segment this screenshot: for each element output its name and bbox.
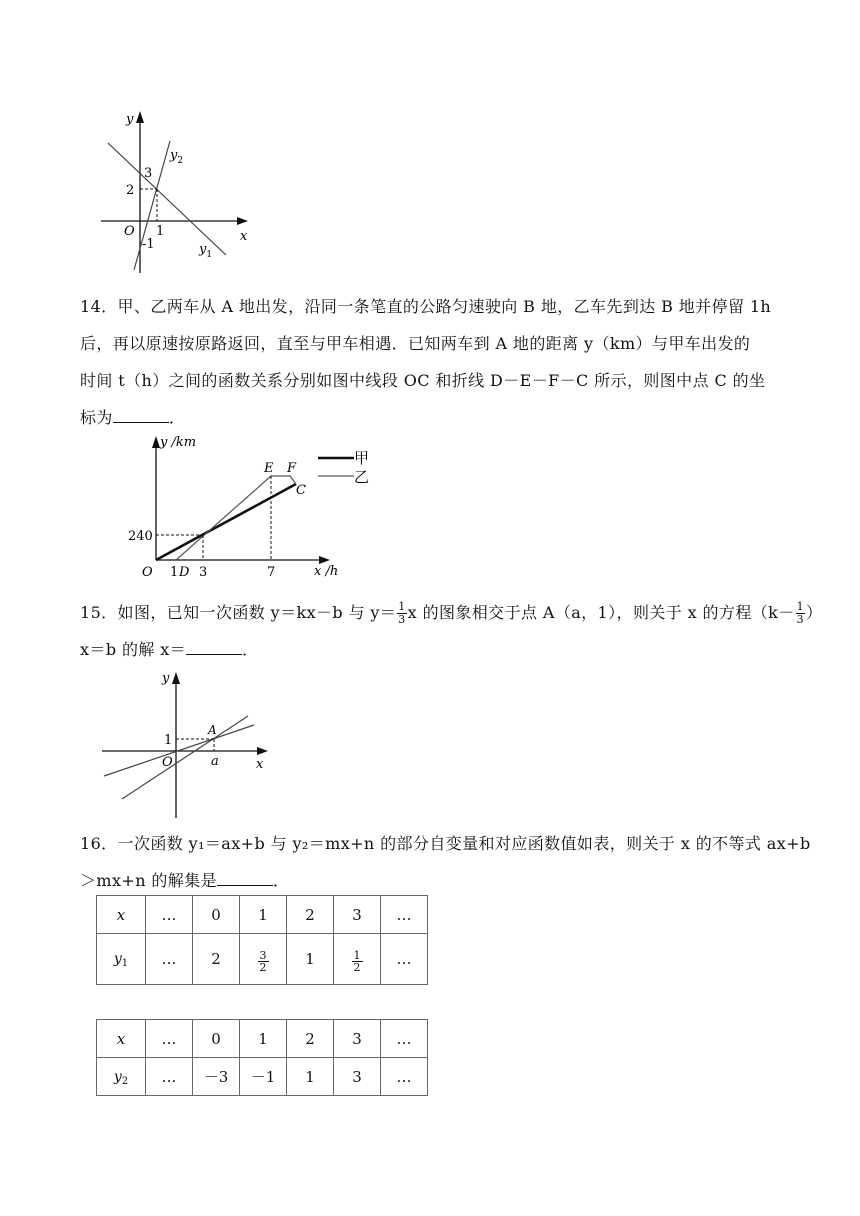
table-cell: … bbox=[146, 1058, 193, 1096]
tick-3: 3 bbox=[144, 166, 153, 181]
tick-7: 7 bbox=[267, 565, 276, 580]
table-cell: … bbox=[381, 934, 428, 985]
point-E-label: E bbox=[264, 461, 274, 476]
point-C-label: C bbox=[296, 483, 306, 498]
table-cell: 2 bbox=[193, 934, 240, 985]
table-row bbox=[97, 1020, 428, 1058]
table-cell: －1 bbox=[240, 1058, 287, 1096]
q15-line2: x＝b 的解 x＝ ． bbox=[80, 640, 259, 659]
x-axis-label: x /h bbox=[314, 564, 339, 579]
tick-2: 2 bbox=[126, 183, 135, 198]
fraction-one-third: $\frac{1}{3}$ bbox=[796, 600, 805, 626]
q14-line3: 时间 t（h）之间的函数关系分别如图中线段 OC 和折线 D－E－F－C 所示，则图中点 C 的坐 bbox=[80, 371, 766, 390]
graph-q15 bbox=[98, 666, 278, 822]
label-y2: $y_2$ bbox=[170, 148, 184, 166]
tick-3: 3 bbox=[199, 565, 208, 580]
origin-label: O bbox=[142, 565, 153, 580]
x-axis-arrow-icon bbox=[319, 556, 330, 564]
table-cell: $y_2$ bbox=[97, 1058, 146, 1096]
x-axis-label: x bbox=[256, 757, 264, 772]
tick-a: a bbox=[211, 754, 219, 769]
q16-line1: 16．一次函数 y₁＝ax+b 与 y₂＝mx+n 的部分自变量和对应函数值如表，则关于 x 的不等式 ax+b bbox=[80, 834, 811, 853]
table-row bbox=[97, 1058, 428, 1096]
question-15 bbox=[80, 594, 823, 668]
tick-1: 1 bbox=[170, 565, 179, 580]
table-cell: 2 bbox=[287, 1020, 334, 1058]
table-cell bbox=[334, 934, 381, 985]
x-axis-label: x bbox=[240, 229, 248, 244]
y-axis-label: y bbox=[162, 671, 170, 686]
point-A-label: A bbox=[208, 723, 217, 737]
table-cell: … bbox=[146, 934, 193, 985]
tick-1: 1 bbox=[164, 733, 173, 748]
table-cell: 2 bbox=[287, 896, 334, 934]
legend-yi-label: 乙 bbox=[354, 468, 370, 486]
y-axis-arrow-icon bbox=[172, 672, 180, 684]
y-axis-arrow-icon bbox=[136, 111, 144, 123]
tick-neg1: -1 bbox=[142, 237, 155, 252]
q14-line4: 标为 ． bbox=[80, 408, 186, 427]
table-row bbox=[97, 896, 428, 934]
value-table-y1 bbox=[96, 895, 428, 985]
line-jia-OC bbox=[156, 484, 296, 560]
line-kx-minus-b bbox=[122, 716, 248, 799]
y-axis-arrow-icon bbox=[152, 436, 160, 448]
y-axis-label: y bbox=[126, 112, 134, 127]
y-axis-label: y /km bbox=[160, 435, 197, 450]
table-cell: 1 bbox=[240, 896, 287, 934]
graph-q13 bbox=[96, 105, 266, 275]
fraction-one-third: $\frac{1}{3}$ bbox=[398, 600, 406, 626]
table-cell: … bbox=[146, 1020, 193, 1058]
answer-blank[interactable] bbox=[186, 638, 242, 655]
graph-q14 bbox=[128, 430, 388, 582]
tick-1: 1 bbox=[156, 224, 165, 239]
label-y1: $y_1$ bbox=[199, 242, 213, 260]
legend-jia-label: 甲 bbox=[354, 449, 370, 467]
table-cell: … bbox=[381, 1058, 428, 1096]
table-cell: 3 bbox=[334, 896, 381, 934]
table-cell: … bbox=[381, 896, 428, 934]
q16-line2: ＞mx+n 的解集是 ． bbox=[80, 871, 290, 890]
point-D-label: D bbox=[179, 565, 190, 580]
q14-line1: 14．甲、乙两车从 A 地出发，沿同一条笔直的公路匀速驶向 B 地，乙车先到达 B 地并停留 1h bbox=[80, 297, 772, 316]
table-cell: $y_1$ bbox=[97, 934, 146, 985]
fraction: $\frac{1}{2}$ bbox=[353, 949, 361, 974]
table-cell: 3 bbox=[334, 1020, 381, 1058]
question-16 bbox=[80, 825, 811, 899]
value-table-y2 bbox=[96, 1019, 428, 1096]
table-cell: 0 bbox=[193, 1020, 240, 1058]
table-cell: 3 bbox=[334, 1058, 381, 1096]
x-axis-arrow-icon bbox=[237, 217, 248, 225]
answer-blank[interactable] bbox=[217, 869, 273, 886]
table-cell: 0 bbox=[193, 896, 240, 934]
x-axis-arrow-icon bbox=[257, 747, 268, 755]
table-cell: 1 bbox=[287, 1058, 334, 1096]
origin-label: O bbox=[162, 755, 173, 770]
table-cell: －3 bbox=[193, 1058, 240, 1096]
table-row bbox=[97, 934, 428, 985]
fraction: $\frac{3}{2}$ bbox=[259, 949, 267, 974]
q15-line1: 15．如图，已知一次函数 y＝kx－b 与 y＝ $\frac{1}{3}$ x 的图象相交于点 A（a，1），则关于 x 的方程（k－ $\frac{1}{3}$ ） bbox=[80, 600, 823, 626]
table-cell: … bbox=[146, 896, 193, 934]
table-cell: … bbox=[381, 1020, 428, 1058]
table-cell: x bbox=[97, 1020, 146, 1058]
point-F-label: F bbox=[287, 461, 297, 476]
table-cell bbox=[240, 934, 287, 985]
origin-label: O bbox=[124, 224, 135, 239]
table-cell: 1 bbox=[240, 1020, 287, 1058]
tick-240: 240 bbox=[128, 529, 153, 544]
answer-blank[interactable] bbox=[113, 406, 169, 423]
table-cell: 1 bbox=[287, 934, 334, 985]
q14-line2: 后，再以原速按原路返回，直至与甲车相遇．已知两车到 A 地的距离 y（km）与甲车出发的 bbox=[80, 334, 751, 353]
table-cell: x bbox=[97, 896, 146, 934]
question-14 bbox=[80, 288, 790, 436]
